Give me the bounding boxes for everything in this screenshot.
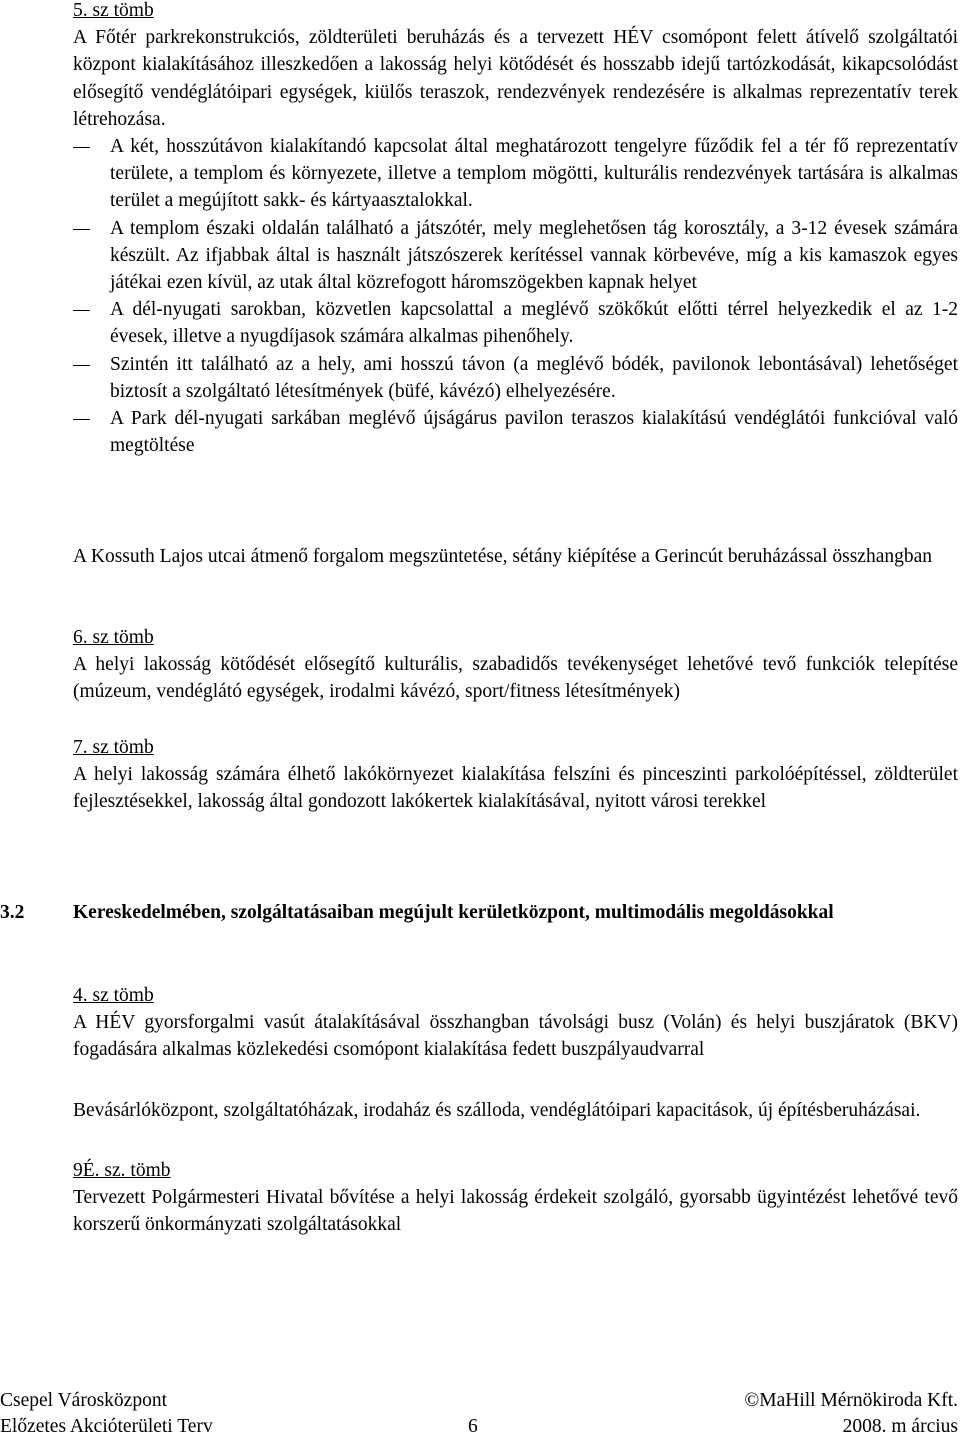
block-5-bullet-list bbox=[73, 133, 958, 459]
footer-project-name: Csepel Városközpont bbox=[0, 1390, 167, 1411]
list-item: A két, hosszútávon kialakítandó kapcsolat által meghatározott tengelyre fűződik fel a tér fő reprezentatív területe, a templom és környezete, illetve a templom mögötti, kulturális rendezvények tartására is alkalmas terület a megújított sakk- és kártyaasztalokkal. bbox=[110, 136, 958, 212]
block-7-heading: 7. sz tömb bbox=[73, 737, 154, 758]
block-6-heading: 6. sz tömb bbox=[73, 627, 154, 648]
list-item: A dél-nyugati sarokban, közvetlen kapcsolattal a meglévő szökőkút előtti térrel helyezkedik el az 1-2 évesek, illetve a nyugdíjasok számára alkalmas pihenőhely. bbox=[110, 299, 958, 348]
list-item: A Park dél-nyugati sarkában meglévő újságárus pavilon teraszos kialakítású vendéglátói funkcióval való megtöltése bbox=[110, 408, 958, 457]
block-6 bbox=[73, 624, 958, 706]
block-9-text: Tervezett Polgármesteri Hivatal bővítése a helyi lakosság érdekeit szolgáló, gyorsabb ügyintézést lehetővé tevő korszerű önkormányzati szolgáltatásokkal bbox=[73, 1187, 958, 1236]
block-7 bbox=[73, 734, 958, 816]
block-4-text-2: Bevásárlóközpont, szolgáltatóházak, irodaház és szálloda, vendéglátóipari kapacitások, új építésberuházásai. bbox=[73, 1100, 921, 1121]
block-5-intro: A Főtér parkrekonstrukciós, zöldterületi beruházás és a tervezett HÉV csomópont felett átívelő szolgáltatói központ kialakításához illeszkedően a lakosság helyi kötődését és hosszabb idejű tartózkodását, kikapcsolódást elősegítő vendéglátóipari egységek, kiülős teraszok, rendezvények rendezésére is alkalmas reprezentatív terek létrehozása. bbox=[73, 27, 958, 130]
block-5-heading: 5. sz tömb bbox=[73, 0, 154, 21]
list-item: A templom északi oldalán található a játszótér, mely meglehetősen tág korosztály, a 3-12 évesek számára készült. Az ifjabbak által is használt játszószerek kerítéssel vannak körbevéve, míg a kis kamaszok egyes játékai ezen kívül, az utak által közrefogott háromszögekben kapnak helyet bbox=[110, 217, 958, 294]
block-7-text: A helyi lakosság számára élhető lakókörnyezet kialakítása felszíni és pinceszinti parkolóépítéssel, zöldterület fejlesztésekkel, lakosság által gondozott lakókertek kialakításával, nyitott városi terekkel bbox=[73, 764, 958, 813]
block-6-text: A helyi lakosság kötődését elősegítő kulturális, szabadidős tevékenységet lehetővé tevő funkciók telepítése (múzeum, vendéglátó egységek, irodalmi kávézó, sport/fitness létesítmények) bbox=[73, 654, 958, 703]
page-number: 6 bbox=[468, 1416, 478, 1437]
list-item: Szintén itt található az a hely, ami hosszú távon (a meglévő bódék, pavilonok lebontásával) lehetőséget biztosít a szolgáltató létesítmények (büfé, kávézó) elhelyezésére. bbox=[110, 353, 958, 402]
block-4-text-1: A HÉV gyorsforgalmi vasút átalakításával összhangban távolsági busz (Volán) és helyi buszjáratok (BKV) fogadására alkalmas közlekedési csomópont kialakítása fedett buszpályaudvarral bbox=[73, 1012, 958, 1061]
block-5-closing: A Kossuth Lajos utcai átmenő forgalom megszüntetése, sétány kiépítése a Gerincút beruházással összhangban bbox=[73, 546, 933, 567]
footer-document-title: Előzetes Akcióterületi Terv bbox=[0, 1416, 213, 1437]
section-number: 3.2 bbox=[0, 902, 25, 923]
block-9 bbox=[73, 1157, 958, 1239]
block-4 bbox=[73, 982, 958, 1064]
block-5 bbox=[73, 0, 958, 459]
footer-copyright: ©MaHill Mérnökiroda Kft. bbox=[744, 1390, 958, 1411]
footer-date: 2008. m árcius bbox=[842, 1416, 958, 1437]
block-9-heading: 9É. sz. tömb bbox=[73, 1160, 171, 1181]
section-title: Kereskedelmében, szolgáltatásaiban megújult kerületközpont, multimodális megoldásokkal bbox=[73, 902, 834, 923]
block-4-heading: 4. sz tömb bbox=[73, 985, 154, 1006]
